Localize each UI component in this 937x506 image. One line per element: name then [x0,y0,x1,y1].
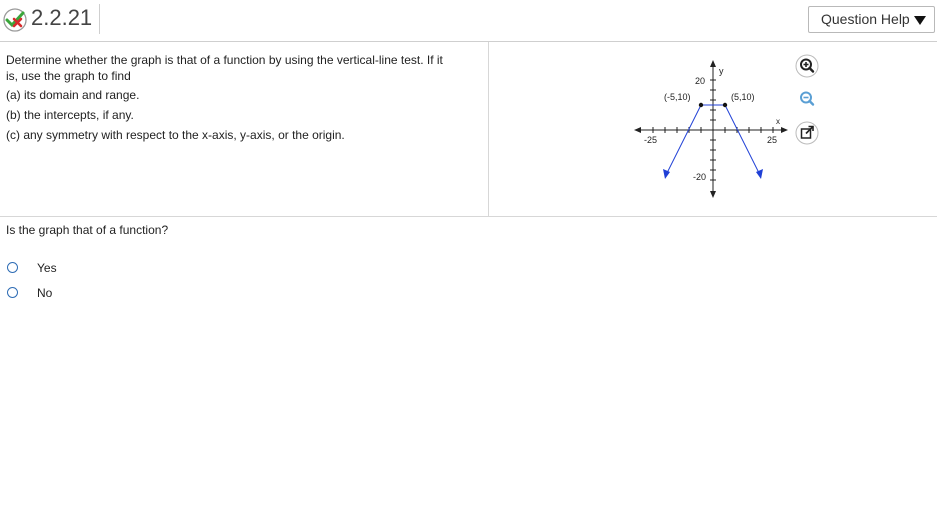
content-divider-vertical [488,42,489,216]
caret-down-icon [914,16,926,25]
zoom-in-icon[interactable] [795,54,819,78]
x-tick-label-left: -25 [644,135,658,145]
prompt-item-a: (a) its domain and range. [6,88,140,102]
point-left [699,103,703,107]
partially-correct-icon [2,7,28,33]
function-graph [630,56,790,201]
x-tick-label-right: 25 [767,135,778,145]
prompt-line-2: is, use the graph to find [6,69,131,83]
y-axis-down-arrow-icon [710,191,716,198]
x-axis-label: x [776,117,780,126]
content-divider-horizontal [0,216,937,217]
prompt-item-b: (b) the intercepts, if any. [6,108,134,122]
y-tick-label-top: 20 [695,76,706,86]
header-divider [99,4,100,34]
question-prompt [6,52,484,143]
point-left-label: (-5,10) [664,92,691,102]
popout-icon[interactable] [795,121,819,145]
left-ray [666,105,701,175]
y-tick-label-bottom: -20 [693,172,707,182]
question-header [0,0,937,42]
x-axis-left-arrow-icon [634,127,641,133]
prompt-item-c: (c) any symmetry with respect to the x-axis, y-axis, or the origin. [6,128,345,142]
prompt-line-1: Determine whether the graph is that of a function by using the vertical-line test. If it [6,53,443,67]
left-ray-arrow-icon [663,169,670,179]
right-ray-arrow-icon [756,169,763,179]
option-no-label: No [37,286,53,300]
zoom-out-icon[interactable] [795,87,819,111]
question-help-label: Question Help [821,11,910,27]
question-number: 2.2.21 [31,5,93,30]
radio-no[interactable] [7,287,18,298]
point-right-label: (5,10) [731,92,755,102]
sub-question-text: Is the graph that of a function? [6,223,169,237]
right-ray [725,105,760,175]
option-yes-label: Yes [37,261,57,275]
radio-yes[interactable] [7,262,18,273]
question-help-button[interactable] [808,6,935,33]
point-right [723,103,727,107]
y-axis-up-arrow-icon [710,60,716,67]
x-axis-right-arrow-icon [781,127,788,133]
y-axis-label: y [719,66,724,76]
